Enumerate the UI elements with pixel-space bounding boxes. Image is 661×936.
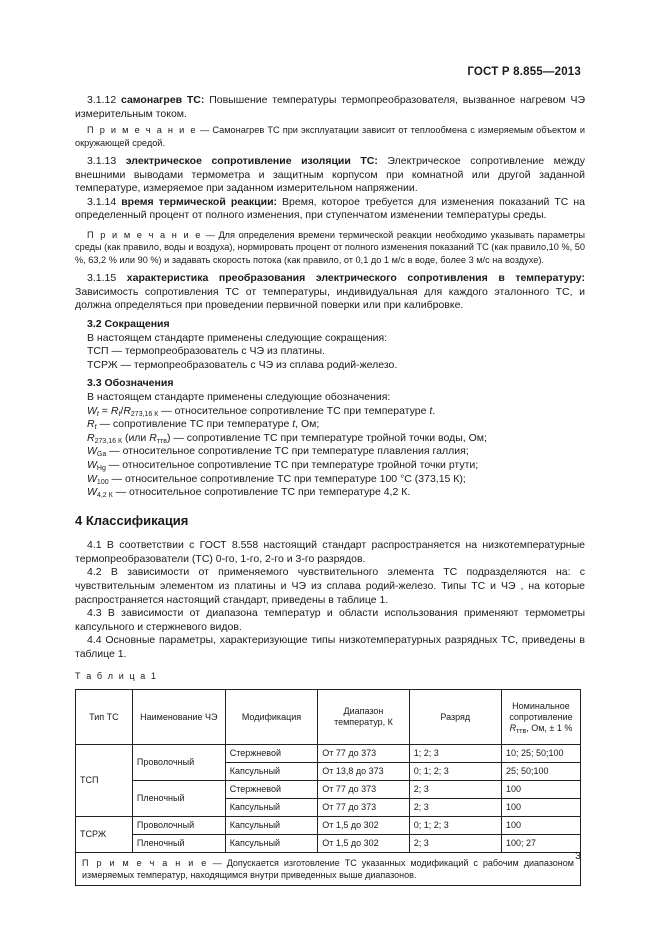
clause-number: 3.1.14 xyxy=(87,195,117,208)
th-name: Наименование ЧЭ xyxy=(132,690,225,745)
table-1 xyxy=(75,689,581,886)
clause-4-2: 4.2 В зависимости от применяемого чувствительного элемента ТС подразделяются на: с чувствительным элементом из платины и ЧЭ из сплава родий-железо. Типы ТС и ЧЭ , на которые распространяется настоящий стандарт, приведены в таблице 1. xyxy=(75,566,585,606)
symbol-wt xyxy=(75,405,585,419)
sym-letter: R xyxy=(110,404,119,417)
cell-mod: Стержневой xyxy=(225,745,318,763)
th-nominal xyxy=(501,690,580,745)
cell-nom: 100 xyxy=(501,799,580,817)
sym-letter: W xyxy=(87,458,97,471)
term-3-1-13 xyxy=(75,155,585,196)
term-name: характеристика преобразования электрического сопротивления в температуру: xyxy=(126,272,585,285)
cell-range: От 77 до 373 xyxy=(318,745,409,763)
table-note-row xyxy=(76,853,581,886)
table-row xyxy=(76,745,581,763)
cell-range: От 77 до 373 xyxy=(318,781,409,799)
cell-mod: Капсульный xyxy=(225,763,318,781)
cell-type: ТСРЖ xyxy=(76,817,133,853)
cell-rank: 2; 3 xyxy=(409,781,501,799)
cell-type: ТСП xyxy=(76,745,133,817)
cell-rank: 2; 3 xyxy=(409,835,501,853)
th-nominal-text: Номинальное сопротивление xyxy=(509,700,573,722)
th-nominal-sub: ттв xyxy=(516,727,527,735)
symbol-r27316 xyxy=(75,432,585,446)
cell-rank: 2; 3 xyxy=(409,799,501,817)
sym-sub: Ga xyxy=(96,451,107,459)
document-body xyxy=(75,94,585,886)
table-header-row xyxy=(76,690,581,745)
th-modification: Модификация xyxy=(225,690,318,745)
sym-sub: 273,16 К xyxy=(130,410,159,418)
symbol-w100 xyxy=(75,473,585,487)
sym-sub: t xyxy=(96,410,99,418)
th-rank: Разряд xyxy=(409,690,501,745)
cell-range: От 77 до 373 xyxy=(318,799,409,817)
th-range: Диапазон температур, К xyxy=(318,690,409,745)
sym-text: — относительное сопротивление ТС при температуре xyxy=(158,404,430,417)
term-name: электрическое сопротивление изоляции ТС: xyxy=(125,155,378,167)
section-3-2-title: 3.2 Сокращения xyxy=(87,317,170,330)
note-text: — Самонагрев ТС при эксплуатации зависит от теплообмена с измеряемым объектом и окружающей средой. xyxy=(75,125,585,148)
sym-text: — относительное сопротивление ТС при температуре плавления галлия; xyxy=(106,445,469,458)
term-definition: Время, которое требуется для изменения показаний ТС на определенный процент от полного изменения, при ступенчатом изменении температуры среды. xyxy=(75,195,585,222)
sym-letter: R xyxy=(149,431,157,444)
table-caption: Т а б л и ц а 1 xyxy=(75,670,158,681)
sym-letter: R xyxy=(87,431,95,444)
table-note xyxy=(76,853,581,886)
sym-sub: 273,16 К xyxy=(94,437,123,445)
clause-4-3: 4.3 В зависимости от диапазона температур и области использования применяют термометры капсульного и стержневого видов. xyxy=(75,607,585,633)
cell-rank: 1; 2; 3 xyxy=(409,745,501,763)
sym-text: (или xyxy=(122,431,150,444)
sym-letter: R xyxy=(87,418,95,431)
cell-nom: 25; 50;100 xyxy=(501,763,580,781)
symbol-w42k xyxy=(75,486,585,500)
sym-text: = xyxy=(98,404,111,417)
sym-sub: t xyxy=(94,424,97,432)
cell-nom: 10; 25; 50;100 xyxy=(501,745,580,763)
th-type: Тип ТС xyxy=(76,690,133,745)
cell-range: От 13,8 до 373 xyxy=(318,763,409,781)
sym-text: . xyxy=(432,404,436,417)
sym-sub: 100 xyxy=(96,478,109,486)
cell-range: От 1,5 до 302 xyxy=(318,817,409,835)
abbrev-tsp: ТСП — термопреобразователь с ЧЭ из платины. xyxy=(87,345,325,358)
note-label: П р и м е ч а н и е xyxy=(82,858,208,869)
cell-name: Проволочный xyxy=(132,817,225,835)
sym-text: ) — сопротивление ТС при температуре тройной точки воды, Ом; xyxy=(166,431,487,444)
table-row xyxy=(76,817,581,835)
section-4-title: 4 Классификация xyxy=(75,512,189,528)
symbols-intro: В настоящем стандарте применены следующие обозначения: xyxy=(87,390,391,403)
cell-nom: 100; 27 xyxy=(501,835,580,853)
sym-sub: t xyxy=(118,410,121,418)
sym-letter: W xyxy=(87,404,97,417)
note-text: — Для определения времени термической реакции необходимо указывать параметры среды (как правило, воды и воздуха), нормировать процент от полного изменения показаний ТС (как правило,10 %, 50 %, 63,2 % или 90 %) и задавать скорость потока (как правило, от 0,1 до 1 м/с в воде, более 3 м/с на воздухе). xyxy=(75,229,585,265)
clause-number: 3.1.13 xyxy=(87,155,117,167)
sym-letter: R xyxy=(123,404,131,417)
th-nominal-unit: , Ом, ± 1 % xyxy=(526,722,573,733)
term-name: время термической реакции: xyxy=(121,195,278,208)
cell-nom: 100 xyxy=(501,781,580,799)
sym-sub: 4,2 К xyxy=(96,492,113,500)
section-3-3-title: 3.3 Обозначения xyxy=(87,377,174,390)
term-3-1-15 xyxy=(75,272,585,313)
term-definition: Повышение температуры термопреобразователя, вызванное нагревом ЧЭ измерительным током. xyxy=(75,94,585,120)
sym-letter: t xyxy=(429,404,433,417)
cell-name: Пленочный xyxy=(132,781,225,817)
cell-nom: 100 xyxy=(501,817,580,835)
table-row xyxy=(76,835,581,853)
cell-mod: Капсульный xyxy=(225,835,318,853)
symbol-rt xyxy=(75,418,585,432)
clause-number: 3.1.15 xyxy=(87,272,117,285)
abbrev-intro: В настоящем стандарте применены следующие сокращения: xyxy=(87,331,388,344)
standard-header: ГОСТ Р 8.855—2013 xyxy=(467,66,581,78)
term-definition: Зависимость сопротивления ТС от температуры, индивидуальная для каждого эталонного ТС, и должна определяться при проведении первичной поверки или при калибровке. xyxy=(75,285,585,312)
th-nominal-r: R xyxy=(509,722,517,733)
cell-rank: 0; 1; 2; 3 xyxy=(409,817,501,835)
clause-4-4: 4.4 Основные параметры, характеризующие типы низкотемпературных разрядных ТС, приведены в таблице 1. xyxy=(75,634,585,661)
sym-text: , Ом; xyxy=(295,418,320,431)
sym-letter: W xyxy=(87,486,97,499)
note-label: П р и м е ч а н и е xyxy=(87,229,202,240)
sym-letter: W xyxy=(87,445,97,458)
sym-text: — относительное сопротивление ТС при температуре 4,2 К. xyxy=(112,486,411,499)
sym-letter: t xyxy=(292,418,296,431)
table-row xyxy=(76,781,581,799)
cell-name: Проволочный xyxy=(132,745,225,781)
cell-rank: 0; 1; 2; 3 xyxy=(409,763,501,781)
sym-text: — сопротивление ТС при температуре xyxy=(96,418,293,431)
clause-number: 3.1.12 xyxy=(87,94,117,106)
sym-text: — относительное сопротивление ТС при температуре тройной точки ртути; xyxy=(105,458,479,471)
note-text: — Допускается изготовление ТС указанных модификаций с рабочим диапазоном измеряемых температур, находящимся внутри приведенных выше диапазонов. xyxy=(82,858,574,881)
term-3-1-14 xyxy=(75,196,585,223)
term-name: самонагрев ТС: xyxy=(121,94,205,106)
cell-range: От 1,5 до 302 xyxy=(318,835,409,853)
note-label: П р и м е ч а н и е xyxy=(87,125,197,136)
cell-name: Пленочный xyxy=(132,835,225,853)
term-3-1-12 xyxy=(75,94,585,121)
term-definition: Электрическое сопротивление между внешними выводами термометра и защитным корпусом при комнатной или другой заданной температуре, измеряемое при заданном измерительном напряжении. xyxy=(75,155,585,195)
sym-sub: Hg xyxy=(96,464,106,472)
sym-text: / xyxy=(120,404,124,417)
sym-sub: ттв xyxy=(156,437,167,445)
note-2 xyxy=(75,229,585,266)
cell-mod: Капсульный xyxy=(225,799,318,817)
sym-text: — относительное сопротивление ТС при температуре 100 °С (373,15 К); xyxy=(108,472,466,485)
clause-4-1: 4.1 В соответствии с ГОСТ 8.558 настоящий стандарт распространяется на низкотемпературные термопреобразователи (ТС) 0-го, 1-го, 2-го и 3-го разрядов. xyxy=(75,539,585,565)
sym-letter: W xyxy=(87,472,97,485)
cell-mod: Капсульный xyxy=(225,817,318,835)
symbol-wga xyxy=(75,445,585,459)
cell-mod: Стержневой xyxy=(225,781,318,799)
abbrev-tsrzh: ТСРЖ — термопреобразователь с ЧЭ из сплава родий-железо. xyxy=(87,358,398,371)
page-number: 3 xyxy=(575,850,581,862)
symbol-whg xyxy=(75,459,585,473)
note-1 xyxy=(75,124,585,149)
